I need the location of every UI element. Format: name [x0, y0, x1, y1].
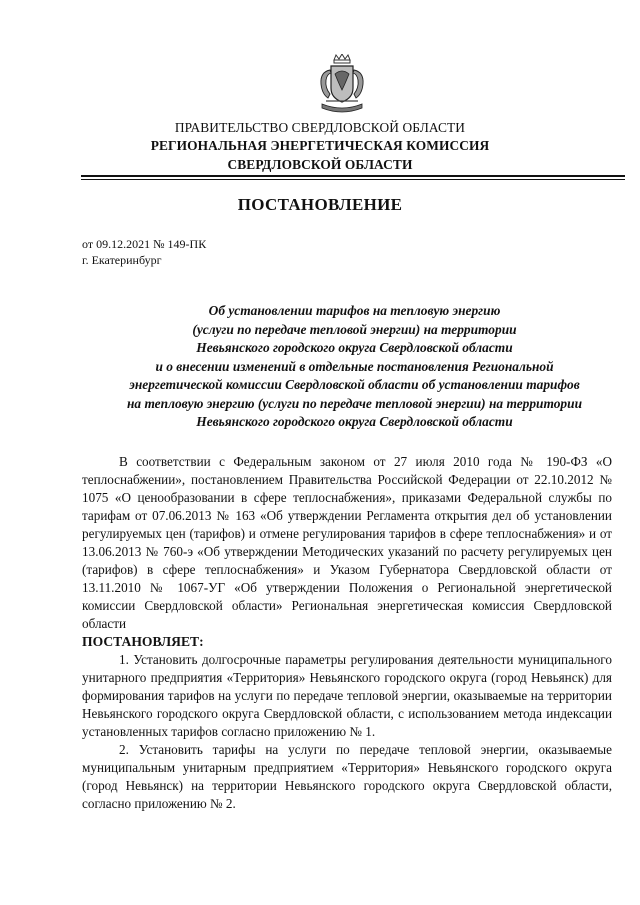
- preamble-paragraph: В соответствии с Федеральным законом от 27 июля 2010 года № 190-ФЗ «О теплоснабжении», постановлением Правительства Российской Федерации от 22.10.2012 № 1075 «О ценообразовании в сфере теплоснабжения», приказами Федеральной службы по тарифам от 07.06.2013 № 163 «Об утверждении Регламента открытия дел об установлении регулируемых цен (тарифов) и отмене регулирования тарифов в сфере теплоснабжения» и от 13.06.2013 № 760-э «Об утверждении Методических указаний по расчету регулируемых цен (тарифов) в сфере теплоснабжения» и Указом Губернатора Свердловской области от 13.11.2010 № 1067-УГ «Об утверждении Положения о Региональной энергетической комиссии Свердловской области» Региональная энергетическая комиссия Свердловской области: [82, 454, 612, 631]
- title-line: энергетической комиссии Свердловской области об установлении тарифов: [129, 377, 580, 392]
- coat-of-arms-icon: [316, 54, 368, 116]
- document-type-heading: ПОСТАНОВЛЕНИЕ: [237, 195, 403, 214]
- document-title: [82, 302, 627, 432]
- org-name-commission: РЕГИОНАЛЬНАЯ ЭНЕРГЕТИЧЕСКАЯ КОМИССИЯ: [150, 138, 490, 153]
- title-line: на тепловую энергию (услуги по передаче тепловой энергии) на территории: [126, 395, 583, 411]
- title-line: и о внесении изменений в отдельные постановления Региональной: [155, 358, 554, 374]
- title-line: Невьянского городского округа Свердловской области: [196, 340, 513, 355]
- decree-word: ПОСТАНОВЛЯЕТ:: [82, 634, 204, 649]
- document-city: г. Екатеринбург: [82, 253, 162, 267]
- org-name-region: СВЕРДЛОВСКОЙ ОБЛАСТИ: [227, 157, 413, 172]
- title-line: (услуги по передаче тепловой энергии) на территории: [192, 321, 517, 337]
- document-date-number: от 09.12.2021 № 149-ПК: [82, 237, 207, 251]
- header-divider-thin: [81, 179, 625, 180]
- document-body: [82, 453, 612, 813]
- header-divider-thick: [81, 175, 625, 177]
- decree-item-1: 1. Установить долгосрочные параметры регулирования деятельности муниципального унитарного предприятия «Территория» Невьянского городского округа (город Невьянск) для формирования тарифов на услуги по передаче тепловой энергии, оказываемые на территории Невьянского городского округа Свердловской области, с использованием метода индексации установленных тарифов согласно приложению № 1.: [82, 652, 612, 739]
- decree-item-2: 2. Установить тарифы на услуги по передаче тепловой энергии, оказываемые муниципальным унитарным предприятием «Территория» Невьянского городского округа (город Невьянск) на территории Невьянского городского округа Свердловской области, согласно приложению № 2.: [82, 742, 612, 811]
- org-name-government: ПРАВИТЕЛЬСТВО СВЕРДЛОВСКОЙ ОБЛАСТИ: [174, 120, 466, 135]
- title-line: Невьянского городского округа Свердловской области: [196, 414, 513, 429]
- title-line: Об установлении тарифов на тепловую энергию: [208, 303, 501, 318]
